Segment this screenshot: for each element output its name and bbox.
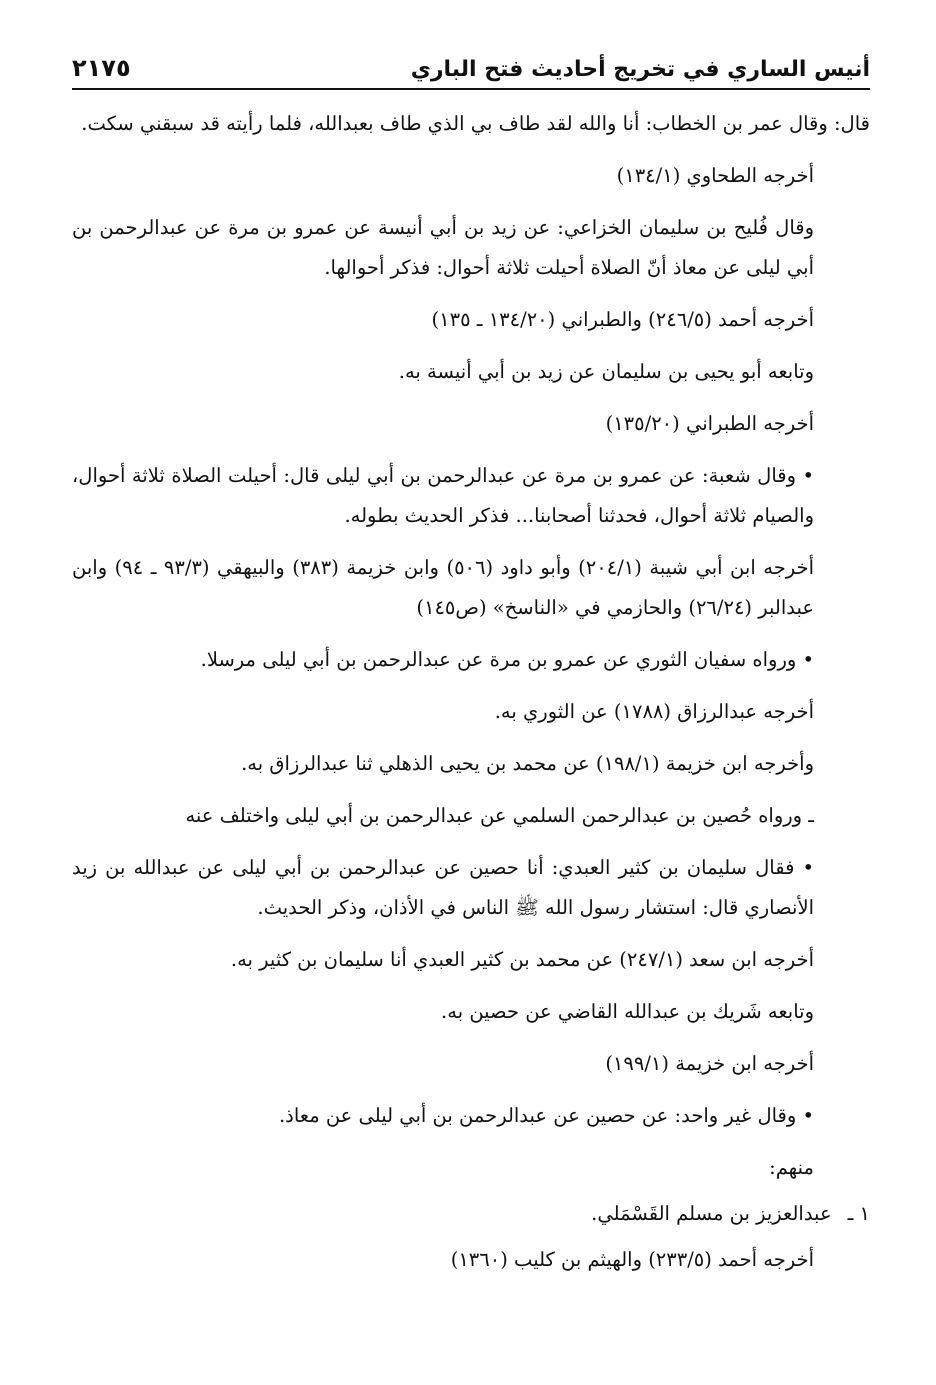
- paragraph: وتابعه شَريك بن عبدالله القاضي عن حصين به.: [441, 1000, 814, 1023]
- takhrij-line: أخرجه الطبراني (١٣٥/٢٠): [605, 412, 814, 435]
- dash-paragraph: ـ ورواه حُصين بن عبدالرحمن السلمي عن عبدالرحمن بن أبي ليلى واختلف عنه: [185, 804, 814, 827]
- takhrij-line: أخرجه عبدالرزاق (١٧٨٨) عن الثوري به.: [494, 700, 814, 723]
- bullet-paragraph: • وقال غير واحد: عن حصين عن عبدالرحمن بن أبي ليلى عن معاذ.: [278, 1104, 814, 1127]
- page-body: [72, 104, 870, 1292]
- page-number: ٢١٧٥: [72, 54, 131, 82]
- running-title: أنيس الساري في تخريج أحاديث فتح الباري: [410, 57, 870, 82]
- takhrij-line: أخرجه أحمد (٢٤٦/٥) والطبراني (١٣٤/٢٠ ـ ١٣٥): [431, 308, 814, 331]
- page-header: [72, 42, 870, 82]
- item-text: عبدالعزيز بن مسلم القَسْمَلي.: [591, 1202, 832, 1225]
- item-number: ١ ـ: [847, 1202, 870, 1225]
- takhrij-line: أخرجه الطحاوي (١٣٤/١): [616, 164, 814, 187]
- takhrij-line: أخرجه ابن أبي شيبة (٢٠٤/١) وأبو داود (٥٠٦) وابن خزيمة (٣٨٣) والبيهقي (٩٣/٣ ـ ٩٤) وابن عبدالبر (٢٦/٢٤) والحازمي في «الناسخ» (ص١٤٥): [72, 556, 814, 619]
- paragraph: قال: وقال عمر بن الخطاب: أنا والله لقد طاف بي الذي طاف بعبدالله، فلما رأيته قد سبقني سكت.: [81, 112, 870, 135]
- numbered-item: [72, 1194, 870, 1234]
- bullet-paragraph: • فقال سليمان بن كثير العبدي: أنا حصين عن عبدالرحمن بن أبي ليلى عن عبدالله بن زيد الأنصاري قال: استشار رسول الله ﷺ الناس في الأذان، وذكر الحديث.: [72, 856, 814, 919]
- takhrij-line: وأخرجه ابن خزيمة (١٩٨/١) عن محمد بن يحيى الذهلي ثنا عبدالرزاق به.: [241, 752, 814, 775]
- bullet-paragraph: • ورواه سفيان الثوري عن عمرو بن مرة عن عبدالرحمن بن أبي ليلى مرسلا.: [200, 648, 814, 671]
- paragraph: وقال فُليح بن سليمان الخزاعي: عن زيد بن أبي أنيسة عن عمرو بن مرة عن عبدالرحمن بن أبي ليلى عن معاذ أنّ الصلاة أحيلت ثلاثة أحوال: فذكر أحوالها.: [72, 216, 814, 279]
- takhrij-line: أخرجه ابن خزيمة (١٩٩/١): [605, 1052, 814, 1075]
- takhrij-line: أخرجه ابن سعد (٢٤٧/١) عن محمد بن كثير العبدي أنا سليمان بن كثير به.: [230, 948, 814, 971]
- takhrij-line: أخرجه أحمد (٢٣٣/٥) والهيثم بن كليب (١٣٦٠): [450, 1248, 814, 1271]
- bullet-paragraph: • وقال شعبة: عن عمرو بن مرة عن عبدالرحمن بن أبي ليلى قال: أحيلت الصلاة ثلاثة أحوال، والصيام ثلاثة أحوال، فحدثنا أصحابنا... فذكر الحديث بطوله.: [72, 464, 814, 527]
- paragraph: وتابعه أبو يحيى بن سليمان عن زيد بن أبي أنيسة به.: [398, 360, 814, 383]
- header-rule: [72, 88, 870, 90]
- paragraph: منهم:: [769, 1156, 814, 1179]
